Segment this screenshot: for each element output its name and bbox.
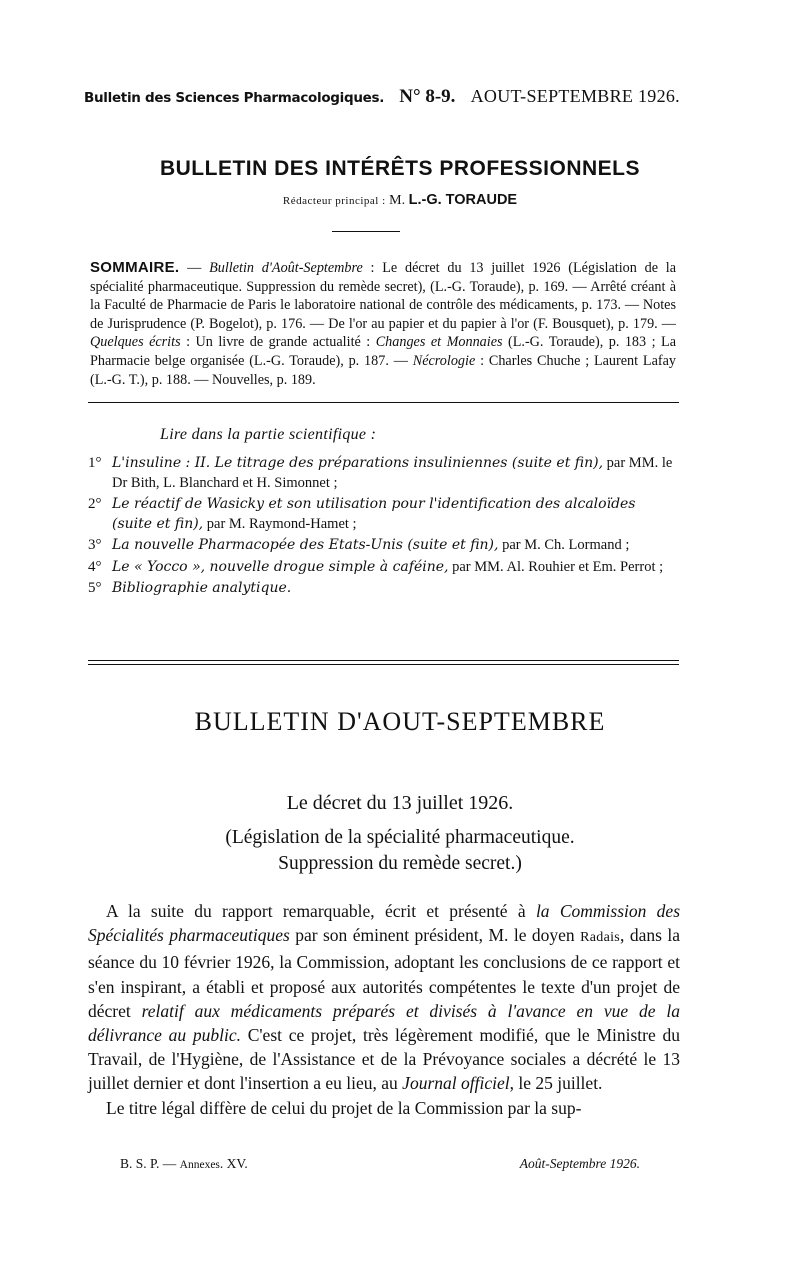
article-subtitle-line: Suppression du remède secret.) [278,853,522,874]
summary-text: Changes et Monnaies [375,334,503,351]
list-item [88,536,678,556]
summary-text: Bulletin d'Août-Septembre [209,260,363,276]
list-item-authors: par M. Raymond-Hamet ; [203,515,357,532]
body-text: , le 25 juillet. [509,1073,603,1094]
list-item-authors: par M. Ch. Lormand ; [498,537,630,553]
list-item-number: 2° [88,496,102,512]
body-paragraph: Le titre légal diffère de celui du projet de la Commission par la sup- [106,1097,582,1118]
footer-reference [120,1156,248,1172]
running-header [84,86,680,108]
list-item-number: 5° [88,580,102,596]
body-text: relatif aux médicaments préparés et divisés à l'avance en vue de la délivrance au public. [88,1000,680,1046]
page-footer [120,1156,640,1172]
section-divider [88,664,679,665]
summary-text: — [179,260,210,276]
summary-text: : Un livre de grande actualité : [180,334,376,351]
scientific-section-intro: Lire dans la partie scientifique : [160,426,377,443]
summary-text: : Charles Chuche ; Laurent Lafay (L.-G. T.), p. 188. — Nouvelles, p. 189. [90,352,676,388]
summary-text: Nécrologie [412,352,476,369]
article-subtitle-line: (Législation de la spécialité pharmaceutique. [225,827,575,848]
list-item [88,495,678,534]
editor-label: Rédacteur principal : [282,195,386,207]
body-paragraph [88,899,680,1096]
editor-line [0,192,800,209]
footer-text: . XV. [219,1156,248,1171]
list-item-number: 3° [88,537,102,553]
list-item-title: Le réactif de Wasicky et son utilisation pour l'identification des alcaloïdes (suite et fin), [112,496,636,532]
body-text: par son éminent président, M. le doyen [289,925,581,946]
summary-text: : Le décret du 13 juillet 1926 (Législation de la spécialité pharmaceutique. Suppression du remède secret), (L.-G. Toraude), p. 169. — Arrêté créant à la Faculté de Pharmacie de Paris le laboratoire national de contrôle des médicaments, p. 173. — Notes de Jurisprudence (P. Bogelot), p. 176. — De l'or au papier et du papier à l'or (F. Bousquet), p. 179. — [90,260,677,332]
list-item-authors: par MM. le Dr Bith, L. Blanchard et H. Simonnet ; [112,455,673,491]
body-text: Journal officiel [402,1073,510,1094]
summary-heading: SOMMAIRE. [90,259,180,276]
list-item-title: Le « Yocco », nouvelle drogue simple à caféine, [112,558,449,575]
summary-text: Quelques écrits [90,334,181,351]
editor-name: L.-G. TORAUDE [408,192,518,208]
article-body [88,899,680,1120]
list-item-title: La nouvelle Pharmacopée des Etats-Unis (suite et fin), [112,537,499,553]
body-text: A la suite du rapport remarquable, écrit et présenté à [106,901,536,921]
list-item [88,558,678,578]
list-item [88,454,678,493]
summary-text: (L.-G. Toraude), p. 183 ; La Pharmacie belge organisée (L.-G. Toraude), p. 187. — [90,334,676,369]
list-item-authors: par MM. Al. Rouhier et Em. Perrot ; [448,558,664,575]
section-divider [88,660,679,661]
list-item-title: L'insuline : II. Le titrage des préparations insuliniennes (suite et fin), [112,455,604,471]
issue-number: N° 8-9. [399,86,456,107]
body-text: , dans la séance du 10 février 1926, la Commission, adoptant les conclusions de ce rapport et s'en inspirant, a établi et proposé aux autorités compétentes le texte d'un projet de décret [88,925,680,1021]
title-divider [332,231,400,232]
list-item-title: Bibliographie analytique. [112,580,292,596]
summary-paragraph [90,259,676,389]
scientific-contents-list [88,454,678,601]
footer-date: Août-Septembre 1926. [519,1156,640,1171]
page-title: BULLETIN DES INTÉRÊTS PROFESSIONNELS [159,157,641,180]
body-text: C'est ce projet, très légèrement modifié, que le Ministre du Travail, de l'Hygiène, de l'Assistance et de la Prévoyance sociales a décrété le 13 juillet dernier et dont l'insertion a eu lieu, au [88,1025,680,1094]
summary-divider [88,402,679,403]
list-item-number: 4° [88,558,102,575]
footer-text: B. S. P. — [120,1156,180,1171]
article-subtitle [0,825,800,877]
body-text: Radais [580,930,621,946]
journal-name: Bulletin des Sciences Pharmacologiques. [84,90,385,106]
footer-text: Annexes [179,1159,220,1171]
list-item [88,579,678,599]
section-title: BULLETIN D'AOUT-SEPTEMBRE [194,707,606,736]
editor-name-prefix: M. [389,193,406,208]
issue-date: AOUT-SEPTEMBRE 1926. [470,86,680,106]
list-item-number: 1° [88,455,102,471]
body-text: la Commission des Spécialités pharmaceutiques [88,901,681,946]
article-title: Le décret du 13 juillet 1926. [286,792,514,814]
